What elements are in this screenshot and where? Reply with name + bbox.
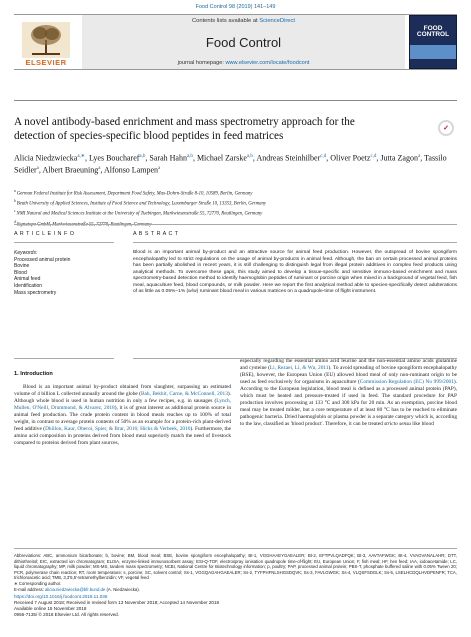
keywords-block [14,250,114,296]
text-span: especially regarding the essential amino acid leucine and the non-essential amino acids glutamine and cysteine ( [240,358,457,371]
abstract-rule [133,242,457,243]
sciencedirect-link[interactable]: ScienceDirect [259,18,296,24]
email-line [14,587,457,593]
title-line-1: A novel antibody-based enrichment and mass spectrometry approach for the [14,116,355,128]
author-affiliation-marker[interactable]: a,∗ [77,154,85,159]
author-name[interactable]: Andreas Steinhilber [256,153,321,163]
body-column-right [240,358,457,428]
intro-paragraph-1 [14,384,231,447]
citation-link[interactable]: Bah, Bekhit, Carne, & McConnell, 2013 [140,390,228,397]
keyword-item: Mass spectrometry [14,289,57,296]
author-name[interactable]: Alfonso Lampen [104,165,159,175]
author-name[interactable]: Lyes Boucharef [88,153,140,163]
affiliation-item: $^c$ NMI Natural and Medical Sciences Institute at the University of Tuebingen, Markwiesenstraße 55, 72770, Reutlingen, Germany [14,209,263,217]
keyword-item: Processed animal protein [14,256,71,263]
keywords-title: Keywords: [14,250,38,256]
text-span: ). Although whole blood is used in human nutrition in only a few recipes, e.g. in sausages ( [14,390,231,404]
author-affiliation-marker[interactable]: c,d [370,154,377,159]
article-info-rule [14,242,114,243]
text-span: ). To avoid spreading of bovine spongiform encephalopathy (BSE), however, the European Union (EU) allowed blood meal of only non-ruminant origin to be used as feed exclusively for organisms in aquaculture ( [240,364,458,385]
citation-link[interactable]: Li, Rezaei, Li, & Wu, 2011 [269,364,329,371]
banner-center [82,15,405,69]
author-affiliation-marker[interactable]: a,b [246,154,253,159]
online-date: Available online 15 November 2018 [14,606,87,611]
keyword-item: Blood [14,269,27,276]
cover-title-line-1: FOOD [423,24,443,32]
journal-reference[interactable]: Food Control 98 (2019) 141–149 [195,4,276,10]
email-link[interactable]: alicia.niedzwiecka@bfr.bund.de [45,586,106,592]
emphasis-text: stricto sensu [384,420,411,427]
footnotes [14,553,457,592]
copyright: 0956-7135/ © 2018 Elsevier Ltd. All rights reserved. [14,612,120,617]
keywords-list [14,257,114,297]
author-name[interactable]: Albert Braeuning [42,165,99,175]
author-affiliation-marker[interactable]: a,b [139,154,146,159]
cover-band [410,45,456,59]
homepage-line [178,60,310,66]
keyword-item: Bovine [14,263,30,270]
contents-prefix: Contents lists available at [191,18,260,24]
homepage-link[interactable]: www.elsevier.com/locate/foodcont [225,60,310,66]
text-span: ). According to the European legislation, blood meal is defined as a processed animal protein (PAP), which must be heated and pressure-treated if used in feed. The standard procedure for PAP production involves processing at 133 °C and 300 kPa for 20 min. As an exemption, porcine blood meal may be treated milder, but a core temperature of at least 80 °C has to be reached to eliminate pathogenic bacteria. Dried haemoglobin or plasma powder is a separate category which is, according to the law, classified as 'blood product'. Therefore, it can be treated [240,378,457,427]
affiliation-item: $^a$ German Federal Institute for Risk Assessment, Department Food Safety, Max-Dohrn-Straße 8-10, 10589, Berlin, Germany [14,189,253,197]
text-span: Blood is an important animal by-product obtained from slaughter, surpassing an estimated volume of 4 billion L collected annually around the globe ( [14,384,231,397]
author-affiliation-marker[interactable]: a [158,165,161,171]
keyword-item: Identification [14,282,43,289]
article-info-heading: A R T I C L E I N F O [14,231,75,237]
author-affiliation-marker[interactable]: a [98,165,101,171]
publication-info [14,594,457,618]
author-list: Alicia Niedzwiecka$^{a,∗}$, Lyes Boucharef$^{a,b}$, Sarah Hahn$^{a,b}$, Michael Zarske$^{a,b}$, Andreas Steinhilber$^{c,d}$, Oliver Poetz$^{c,d}$, Jutta Zagon$^a$, Tassilo Seidler$^a$, Albert Braeuning$^a$, Alfonso Lampen$^a$ [14,153,447,175]
citation-link[interactable]: Commission Regulation (EC) No 999/2001 [359,378,454,385]
corresponding-author: ∗ Corresponding author. [14,580,62,586]
author-affiliation-marker[interactable]: c,d [320,154,327,159]
author-name[interactable]: Alicia Niedzwiecka [14,153,78,163]
affiliations [14,188,457,229]
author-name[interactable]: Oliver Poetz [330,153,371,163]
crossmark-icon[interactable]: ✓ [438,120,454,136]
author-affiliation-marker[interactable]: a [36,165,39,171]
citation-link[interactable]: Lynch, Mullen, O'Neill, Drummond, & Alvarez, 2018 [14,397,231,411]
affiliation-divider [14,224,457,225]
keywords-end-rule [14,358,114,359]
doi-link[interactable]: https://doi.org/10.1016/j.foodcont.2018.11.036 [14,594,108,599]
email-prefix: E-mail address: [14,586,46,592]
text-span: like blood [410,420,434,427]
publisher-name: ELSEVIER [25,58,67,67]
journal-name: Food Control [205,34,282,50]
keyword-item: Animal feed [14,276,41,283]
abstract-text: Blood is an important animal by-product and an attractive source for animal feed production. However, the outspread of bovine spongiform encephalopathy led to strict regulations on the usage of animal by-products in animal feed. Although, the ban on certain processed animal proteins has been partially abolished in recent years, it is still challenging to distinguish legal from illegal protein additives in complex feed products using analytical methods. To overcome these gaps, this study aimed to develop a tissue-specific and sensitive immuno-based enrichment and mass spectrometry-based detection method to identify haemoglobin peptides of ruminant or porcine origin when mixed in a background of vegetal feed, fish meal, aquaculture feed, blood compounds, or milk powder. Here we report the first analytical method able to species-specifically detect adulterations of as little as 0.05%–1% (w/w) ruminant blood meal in various matrices on a quadrupole-time of flight instrument. [133,250,457,295]
author-affiliation-marker[interactable]: a,b [186,154,193,159]
intro-paragraph-continued [240,358,457,428]
text-span: ), it is of great interest as additional protein source in animal feed production. The crude protein content in blood meals reaches up to 100% of total weight, in contrast to average protein contents of 50% as an example for a protein-rich plant-derived feed additive ( [14,404,231,432]
affiliation-item: $^b$ Beuth University of Applied Sciences, Institute of Food Science and Technology, Luxemburger Straße 10, 13353, Berlin, Germany [14,199,267,207]
author-name[interactable]: Tassilo Seidler [14,153,447,175]
citation-link[interactable]: Dhillon, Kaur, Oberoi, Spier, & Brar, 2016; Hicks & Verbeek, 2016 [45,425,191,432]
header-divider [14,100,457,101]
affiliation-item: $^d$ Signatope GmbH, Markwiesenstraße 55, 72770, Reutlingen, Germany [14,219,152,228]
homepage-prefix: journal homepage: [177,60,226,66]
contents-line [192,18,295,24]
cover-title-line-2: CONTROL [416,31,450,38]
article-title [14,115,457,143]
received-dates: Received 7 August 2018; Received in revised form 13 November 2018; Accepted 14 November 2018 [14,600,220,605]
elsevier-tree-icon [22,22,70,58]
footnote-divider [14,548,457,549]
section-heading-introduction: 1. Introduction [14,371,53,377]
journal-banner [14,14,457,70]
author-name[interactable]: Jutta Zagon [380,153,418,163]
abbreviations: Abbreviations: ABC, ammonium bicarbonate; b, bovine; BM, blood meal; BSE, bovine spongiform encephalopathy; Bt-1, VGGHAAEYGAEALER; Bt-2, EFTPVLQADFQK; Bt-3, AAVTAFWGK; Bt-4, VVAGVANALAHR; DTT, dithiothreitol; EIC, extracted ion chromatogram; ELISA, enzyme-linked immunosorbent assay; ESI-Q-TOF, electrospray ionisation quadrupole time-of-flight; EU, European Union; F, fish meal; HF, hen feed; IAA, iodoacetamide; LC, liquid chromatography; MP, milk powder; MS-MS, tandem mass spectrometry; NCBI, National Centre for Biotechnology information; p, poultry; PAP, processed animal protein; PBS-T, phosphate buffered saline with 0.05% Tween 20; PCR, polymerase chain reaction; RT, room temperature; s, porcine; SC, solvent control; Ss-1, VGGQAGAHGAEALER; Ss-2, TYFPHFNLSHGSDQVK; Ss-3, FAVLGWGK; Ss-4, VLQSFSDGLK; Ss-5, LSELHCDQLHVDPENFR; TCA, trichloroacetic acid; TMB, 3,3′5,5′-tetramethylbenzidin; VF, vegetal feed [14,553,457,581]
elsevier-logo [14,15,78,69]
abstract-heading: A B S T R A C T [133,231,179,237]
author-name[interactable]: Sarah Hahn [149,153,187,163]
author-name[interactable]: Michael Zarske [196,153,247,163]
author-affiliation-marker[interactable]: a [417,154,421,159]
email-suffix: (A. Niedzwiecka). [105,586,140,592]
journal-cover[interactable] [409,15,457,69]
text-span: ). Furthermore, the amino acid composition in proteins derived from blood meal superiorly match the need of livestock compared to proteins derived from plant sources, [14,425,231,446]
body-column-left [14,384,231,447]
title-line-2: detection of species-specific blood peptides in feed matrices [14,130,284,142]
